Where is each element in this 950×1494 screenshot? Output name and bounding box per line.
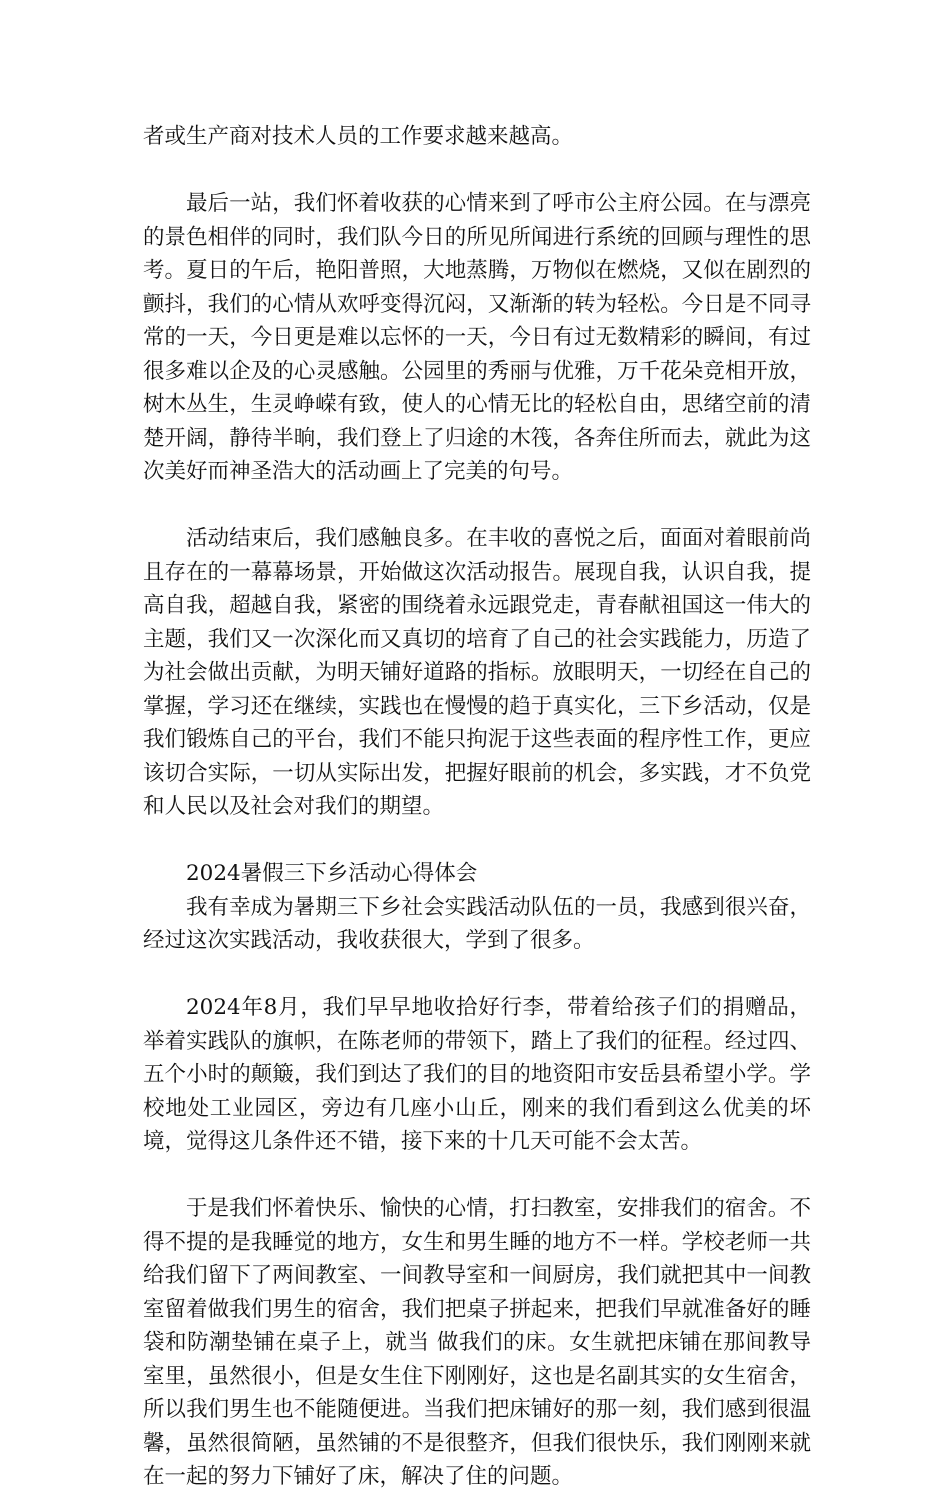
section-title: 2024暑假三下乡活动心得体会 (186, 861, 478, 886)
paragraph-2: 最后一站，我们怀着收获的心情来到了呼市公主府公园。在与漂亮的景色相伴的同时，我们队今日的所见所闻进行系统的回顾与理性的思考。夏日的午后，艳阳普照，大地蒸腾，万物似在燃烧，又似在剧烈的颤抖，我们的心情从欢呼变得沉闷，又渐渐的转为轻松。今日是不同寻常的一天，今日更是难以忘怀的一天，今日有过无数精彩的瞬间，有过很多难以企及的心灵感触。公园里的秀丽与优雅，万千花朵竞相开放，树木丛生，生灵峥嵘有致，使人的心情无比的轻松自由，思绪空前的清楚开阔，静待半晌，我们登上了归途的木筏，各奔住所而去，就此为这次美好而神圣浩大的活动画上了完美的句号。 (143, 191, 811, 484)
paragraph-6: 于是我们怀着快乐、愉快的心情，打扫教室，安排我们的宿舍。不得不提的是我睡觉的地方，女生和男生睡的地方不一样。学校老师一共给我们留下了两间教室、一间教导室和一间厨房，我们就把其中一间教室留着做我们男生的宿舍，我们把桌子拼起来，把我们早就准备好的睡袋和防潮垫铺在桌子上，就当 做我们的床。女生就把床铺在那间教导室里，虽然很小，但是女生住下刚刚好，这也是名副其实的女生宿舍，所以我们男生也不能随便进。当我们把床铺好的那一刻，我们感到很温馨，虽然很简陋，虽然铺的不是很整齐，但我们很快乐，我们刚刚来就在一起的努力下铺好了床，解决了住的问题。 (143, 1196, 811, 1489)
paragraph-3: 活动结束后，我们感触良多。在丰收的喜悦之后，面面对着眼前尚且存在的一幕幕场景，开始做这次活动报告。展现自我，认识自我，提高自我，超越自我，紧密的围绕着永远跟党走，青春献祖国这一伟大的主题，我们又一次深化而又真切的培育了自己的社会实践能力，历造了为社会做出贡献，为明天铺好道路的指标。放眼明天，一切经在自己的掌握，学习还在继续，实践也在慢慢的趋于真实化，三下乡活动，仅是我们锻炼自己的平台，我们不能只拘泥于这些表面的程序性工作，更应该切合实际，一切从实际出发，把握好眼前的机会，多实践，才不负党和人民以及社会对我们的期望。 (143, 526, 811, 819)
paragraph-4: 我有幸成为暑期三下乡社会实践活动队伍的一员，我感到很兴奋，经过这次实践活动，我收获很大，学到了很多。 (143, 894, 811, 953)
document-page (143, 120, 811, 1494)
paragraph-1: 者或生产商对技术人员的工作要求越来越高。 (143, 124, 574, 149)
paragraph-5: 2024年8月，我们早早地收拾好行李，带着给孩子们的捐赠品，举着实践队的旗帜，在陈老师的带领下，踏上了我们的征程。经过四、五个小时的颠簸，我们到达了我们的目的地资阳市安岳县希望小学。学校地处工业园区，旁边有几座小山丘，刚来的我们看到这么优美的坏境，觉得这儿条件还不错，接下来的十几天可能不会太苦。 (143, 995, 811, 1154)
